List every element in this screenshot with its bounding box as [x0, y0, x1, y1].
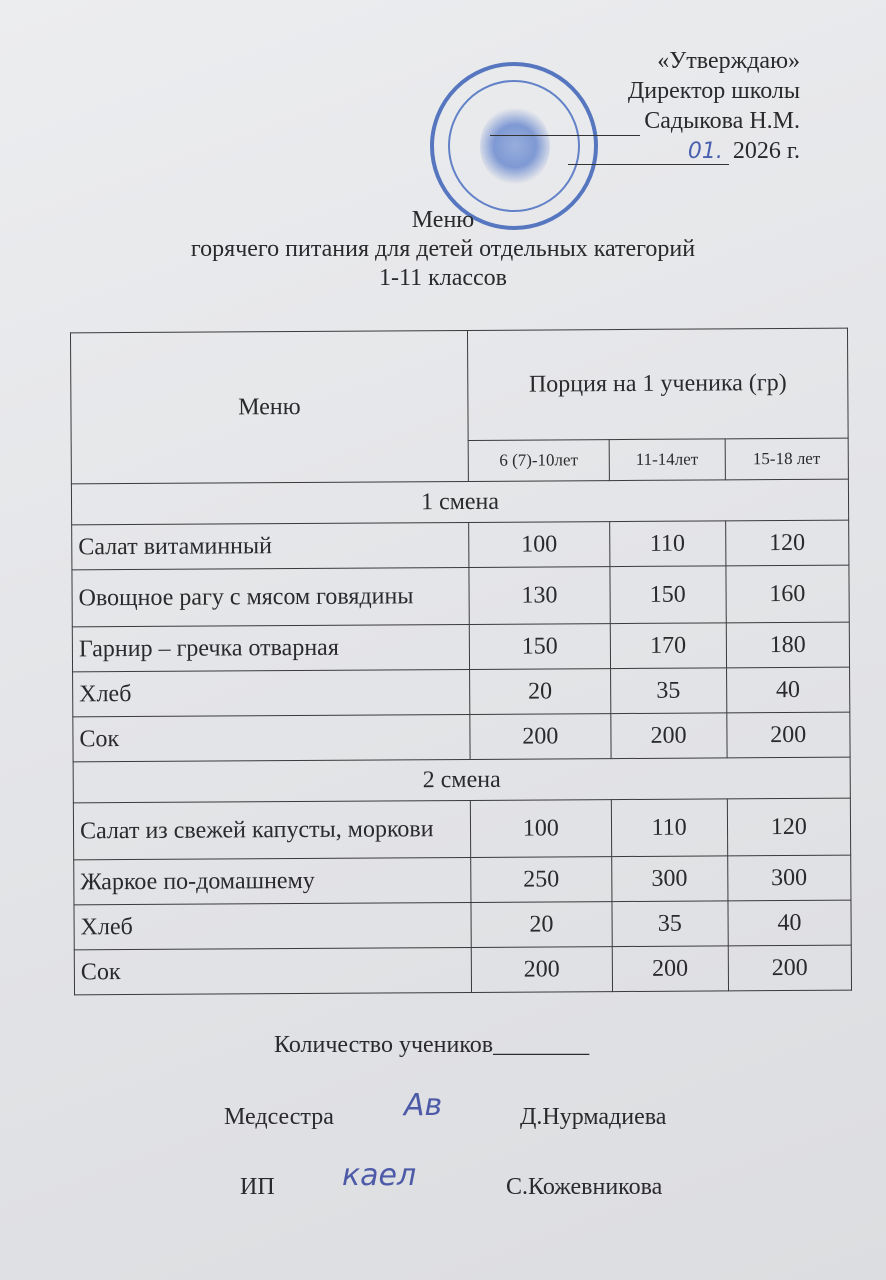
portion-value: 120 [727, 798, 851, 856]
table-row [73, 798, 850, 860]
portion-value: 130 [469, 567, 610, 625]
dish-name: Хлеб [74, 902, 471, 949]
portion-value: 200 [726, 712, 850, 758]
portion-value: 20 [471, 902, 612, 948]
approval-heading: «Утверждаю» [657, 48, 800, 74]
portion-value: 100 [469, 522, 610, 568]
table-row [74, 945, 851, 995]
portion-value: 20 [470, 669, 611, 715]
dish-name: Овощное рагу с мясом говядины [72, 567, 469, 626]
shift-label: 2 смена [73, 757, 850, 803]
table-row [74, 900, 851, 950]
dish-name: Хлеб [73, 669, 470, 716]
shift-row [73, 757, 850, 803]
approval-position: Директор школы [627, 78, 800, 104]
portion-value: 200 [471, 947, 612, 993]
age-group-1: 6 (7)-10лет [468, 439, 609, 481]
table-row [72, 520, 849, 570]
portion-value: 300 [611, 856, 727, 902]
shift-row [71, 479, 848, 525]
dish-name: Сок [73, 714, 470, 761]
nurse-name: Д.Нурмадиева [520, 1104, 667, 1130]
portion-value: 200 [728, 945, 852, 991]
portion-value: 35 [612, 901, 728, 947]
portion-value: 35 [610, 668, 726, 714]
portion-value: 110 [609, 521, 725, 567]
portion-value: 150 [469, 624, 610, 670]
portion-value: 40 [728, 900, 852, 946]
approval-date: 01. 2026 г. [490, 136, 800, 167]
table-row [73, 667, 850, 717]
approval-name: Садыкова Н.М. [490, 106, 800, 136]
shift-label: 1 смена [71, 479, 848, 525]
portion-value: 160 [726, 565, 850, 623]
table-row [73, 712, 850, 762]
signature-line [490, 115, 640, 136]
portion-value: 180 [726, 622, 850, 668]
table-header-row [70, 328, 848, 442]
nurse-signature: Ав [404, 1088, 443, 1123]
portion-value: 40 [726, 667, 850, 713]
ip-role: ИП [240, 1174, 275, 1200]
age-group-3: 15-18 лет [725, 438, 849, 480]
title-line-1: Меню [411, 207, 475, 233]
table-row [72, 622, 849, 672]
table-row [74, 855, 851, 905]
portion-value: 120 [725, 520, 849, 566]
menu-table [70, 328, 852, 996]
approval-block [490, 46, 800, 167]
dish-name: Салат из свежей капусты, моркови [73, 800, 470, 859]
portion-value: 200 [611, 713, 727, 759]
ip-name: С.Кожевникова [506, 1174, 663, 1200]
age-group-2: 11-14лет [609, 439, 725, 481]
document-title [0, 206, 886, 293]
portion-value: 250 [471, 857, 612, 903]
dish-name: Гарнир – гречка отварная [72, 624, 469, 671]
portion-value: 200 [612, 946, 728, 992]
title-line-2: горячего питания для детей отдельных категорий [190, 236, 696, 262]
handwritten-date: 01. [568, 139, 729, 165]
dish-name: Жаркое по-домашнему [74, 857, 471, 904]
table-row [72, 565, 849, 627]
dish-name: Салат витаминный [72, 522, 469, 569]
portion-value: 170 [610, 623, 726, 669]
portion-value: 150 [610, 566, 726, 624]
portion-value: 110 [611, 799, 727, 857]
portion-value: 100 [470, 800, 611, 858]
dish-name: Сок [74, 947, 471, 994]
ip-signature: каел [342, 1158, 417, 1193]
nurse-role: Медсестра [224, 1104, 334, 1130]
portion-value: 300 [727, 855, 851, 901]
students-count-label: Количество учеников________ [274, 1032, 590, 1058]
header-portion: Порция на 1 ученика (гр) [467, 328, 848, 440]
title-line-3: 1-11 классов [378, 265, 508, 291]
portion-value: 200 [470, 714, 611, 760]
header-menu: Меню [70, 330, 468, 483]
